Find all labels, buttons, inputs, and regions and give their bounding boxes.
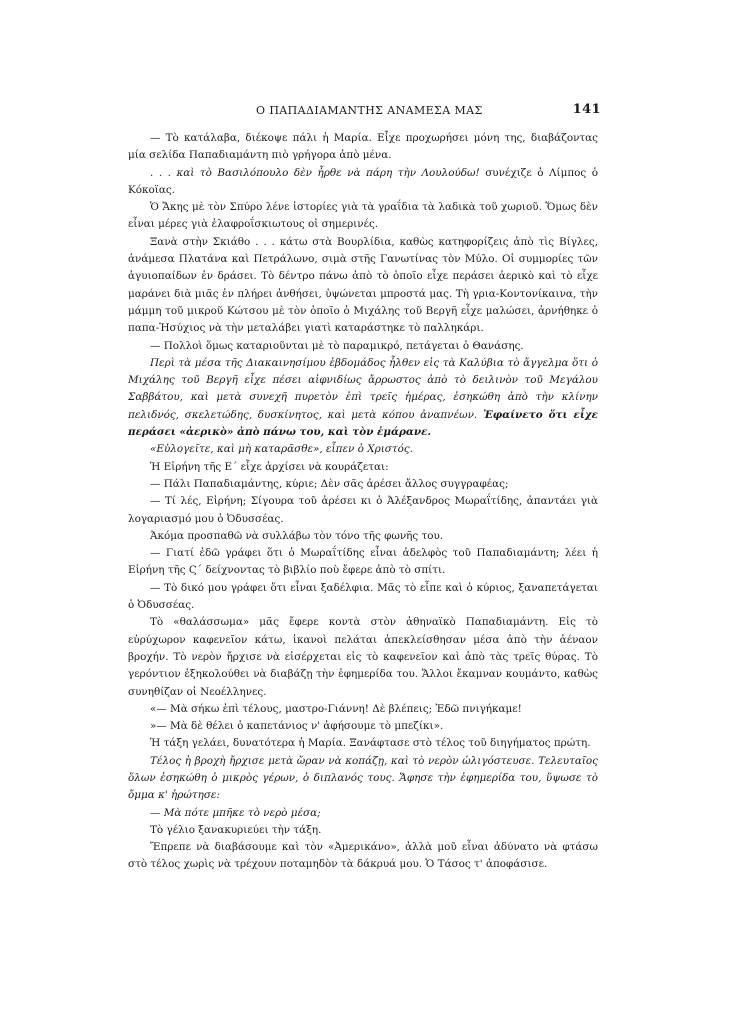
paragraph xyxy=(128,528,598,545)
paragraph xyxy=(128,718,598,735)
body-text xyxy=(128,130,598,874)
text-run: — Τὸ δικό μου γράφει ὅτι εἶναι ξαδέλφια. Μᾶς τὸ εἶπε καὶ ὁ κύριος, ξαναπετάγεται ὁ Ὀδυσσέας. xyxy=(128,581,598,612)
paragraph xyxy=(128,130,598,165)
paragraph xyxy=(128,701,598,718)
paragraph xyxy=(128,441,598,458)
text-run: Ἡ Εἰρήνη τῆς Ε΄ εἶχε ἀρχίσει νὰ κουράζεται: xyxy=(150,460,389,473)
paragraph xyxy=(128,735,598,752)
text-run: συνέχιζε ὁ Λίμπος ὁ Κόκοϊας. xyxy=(128,166,599,196)
paragraph xyxy=(128,476,598,493)
text-run: «Εὐλογεῖτε, καὶ μὴ καταρᾶσθε», εἶπεν ὁ Χριστός. xyxy=(150,443,414,456)
paragraph xyxy=(128,355,598,441)
text-run: — Μὰ πότε μπῆκε τὸ νερὸ μέσα; xyxy=(150,806,321,819)
text-run: Τέλος ἡ βροχὴ ἤρχισε μετὰ ὥραν νὰ κοπάζῃ, καὶ τὸ νερὸν ὠλιγόστευσε. Τελευταῖος ὅλων ἐσηκώθη ὁ μικρὸς γέρων, ὁ διπλανός τους. Ἄφησε τὴν ἐφημερίδα του, ὕψωσε τὸ ὄμμα κ' ἠρώτησε: xyxy=(128,754,598,802)
text-run: »— Μὰ δὲ θέλει ὁ καπετάνιος ν' ἀφήσουμε τὸ μπεζίκι». xyxy=(150,720,444,733)
paragraph xyxy=(128,165,598,200)
text-run: — Πολλοὶ ὅμως καταριοῦνται μὲ τὸ παραμικρό, πετάγεται ὁ Θανάσης. xyxy=(150,339,524,352)
text-run: Τὸ «θαλάσσωμα» μᾶς ἔφερε κοντὰ στὸν ἀθηναϊκὸ Παπαδιαμάντη. Εἰς τὸ εὐρύχωρον καφενεῖον κάτω, ἱκανοὶ πελάται ἀπεκλείσθησαν μέσα ἀπὸ τὴν ἀέναον βροχήν. Τὸ νερὸν ἤρχισε νὰ εἰσέρχεται εἰς τὸ καφενεῖον καὶ ἀπὸ τὰς τρεῖς θύρας. Τὸ γερόντιον ἐξηκολούθει νὰ διαβάζῃ τὴν ἐφημερίδα του. Ἄλλοι ἔκαμναν κουμάντο, καθὼς συνηθίζαν οἱ Νεοέλληνες. xyxy=(128,616,598,698)
paragraph xyxy=(128,459,598,476)
running-header xyxy=(256,104,601,120)
paragraph xyxy=(128,822,598,839)
text-run: . . . xyxy=(150,166,171,179)
text-run: Ἐφαίνετο ὅτι εἶχε περάσει «ἀερικὸ» ἀπὸ πάνω του, καὶ τὸν ἐμάρανε. xyxy=(128,408,598,439)
paragraph xyxy=(128,199,598,234)
paragraph xyxy=(128,839,598,874)
text-run: Τὸ γέλιο ξανακυριεύει τὴν τάξη. xyxy=(150,823,322,836)
text-run: Ἔπρεπε νὰ διαβάσουμε καὶ τὸν «Ἀμερικάνο», ἀλλὰ μοῦ εἶναι ἀδύνατο νὰ φτάσω στὸ τέλος χωρὶς νὰ τρέχουν ποταμηδὸν τὰ δάκρυά μου. Ὁ Τάσος τ' ἀποφάσισε. xyxy=(128,841,598,871)
text-run: — Πάλι Παπαδιαμάντης, κύριε; Δὲν σᾶς ἀρέσει ἄλλος συγγραφέας; xyxy=(150,477,509,490)
text-run: Περὶ τὰ μέσα τῆς Διακαινησίμου ἑβδομάδος ἦλθεν εἰς τὰ Καλύβια τὸ ἄγγελμα ὅτι ὁ Μιχάλης τοῦ Βεργῆ εἶχε πέσει αἰφνιδίως ἄρρωστος ἀπὸ τὸ δειλινὸν τοῦ Μεγάλου Σαββάτου, καὶ μετὰ συνεχῆ πυρετὸν ἐπὶ τρεῖς ἡμέρας, ἐσηκώθη ἀπὸ τὴν κλίνην πελιδνός, σκελετώδης, δυσκίνητος, καὶ μετὰ κόπου ἀναπνέων. xyxy=(128,356,598,421)
text-run: Ἡ τάξη γελάει, δυνατότερα ἡ Μαρία. Ξανάφτασε στὸ τέλος τοῦ διηγήματος πρώτη. xyxy=(150,737,591,750)
paragraph xyxy=(128,545,598,580)
text-run: Ὁ Ἄκης μὲ τὸν Σπύρο λένε ἱστορίες γιὰ τὰ γραΐδια τὰ λαδικὰ τοῦ χωριοῦ. Ὅμως δὲν εἶναι μέρες γιὰ ἐλαφροΐσκιωτους οἱ σημερινές. xyxy=(128,201,598,231)
paragraph xyxy=(128,614,598,700)
text-run: Ἀκόμα προσπαθῶ νὰ συλλάβω τὸν τόνο τῆς φωνῆς του. xyxy=(150,529,444,542)
text-run: Ξανὰ στὴν Σκιάθο . . . κάτω στὰ Βουρλίδια, καθὼς κατηφορίζεις ἀπὸ τὶς Βίγλες, ἀνάμεσα Πλατάνα καὶ Πετράλωνο, σιμὰ στῆς Γανωτίνας τὸν Μύλο. Οἱ συμμορίες τῶν ἀγυιοπαίδων ἐν δράσει. Τὸ δέντρο πάνω ἀπὸ τὸ ὁποῖο εἶχε περάσει ἀερικὸ καὶ τὸ εἶχε μαράνει διὰ μιᾶς ἐν πλήρει ἀνθήσει, ὑψώνεται μπροστά μας. Τὴ γρια-Κοντονίκαινα, τὴν μάμμη τοῦ μικροῦ Κώτσου μὲ τὸν ὁποῖο ὁ Μιχάλης τοῦ Βεργῆ εἶχε μαλώσει, ἀρνήθηκε ὁ παπα-Ἡσύχιος νὰ τὴν μεταλάβει γιατὶ καταράστηκε τὸ παλληκάρι. xyxy=(128,235,598,335)
paragraph xyxy=(128,234,598,338)
paragraph xyxy=(128,805,598,822)
text-run: «— Μὰ σήκω ἐπὶ τέλους, μαστρο-Γιάννη! Δὲ βλέπεις; Ἐδῶ πνιγήκαμε! xyxy=(150,702,522,715)
paragraph xyxy=(128,753,598,805)
text-run: — Τὸ κατάλαβα, διέκοψε πάλι ἡ Μαρία. Εἶχε προχωρήσει μόνη της, διαβάζοντας μία σελίδα Παπαδιαμάντη πιὸ γρήγορα ἀπὸ μένα. xyxy=(128,132,598,162)
text-run: — Γιατί ἐδῶ γράφει ὅτι ὁ Μωραΐτίδης εἶναι ἀδελφὸς τοῦ Παπαδιαμάντη; λέει ἡ Εἰρήνη τῆς Ϛ΄ δείχνοντας τὸ βιβλίο ποὺ ἔφερε ἀπὸ τὸ σπίτι. xyxy=(128,547,598,577)
paragraph xyxy=(128,338,598,355)
running-title: Ο ΠΑΠΑΔΙΑΜΑΝΤΗΣ ΑΝΑΜΕΣΑ ΜΑΣ xyxy=(256,104,483,117)
text-run: — Τί λές, Εἰρήνη; Σίγουρα τοῦ ἀρέσει κι ὁ Ἀλέξανδρος Μωραΐτίδης, ἀπαντάει γιὰ λογαριασμό μου ὁ Ὀδυσσέας. xyxy=(128,495,598,525)
text-run: καὶ τὸ Βασιλόπουλο δὲν ἦρθε νὰ πάρη τὴν Λουλούδω! xyxy=(170,166,480,179)
paragraph xyxy=(128,493,598,528)
paragraph xyxy=(128,580,598,615)
page-number: 141 xyxy=(572,102,601,117)
